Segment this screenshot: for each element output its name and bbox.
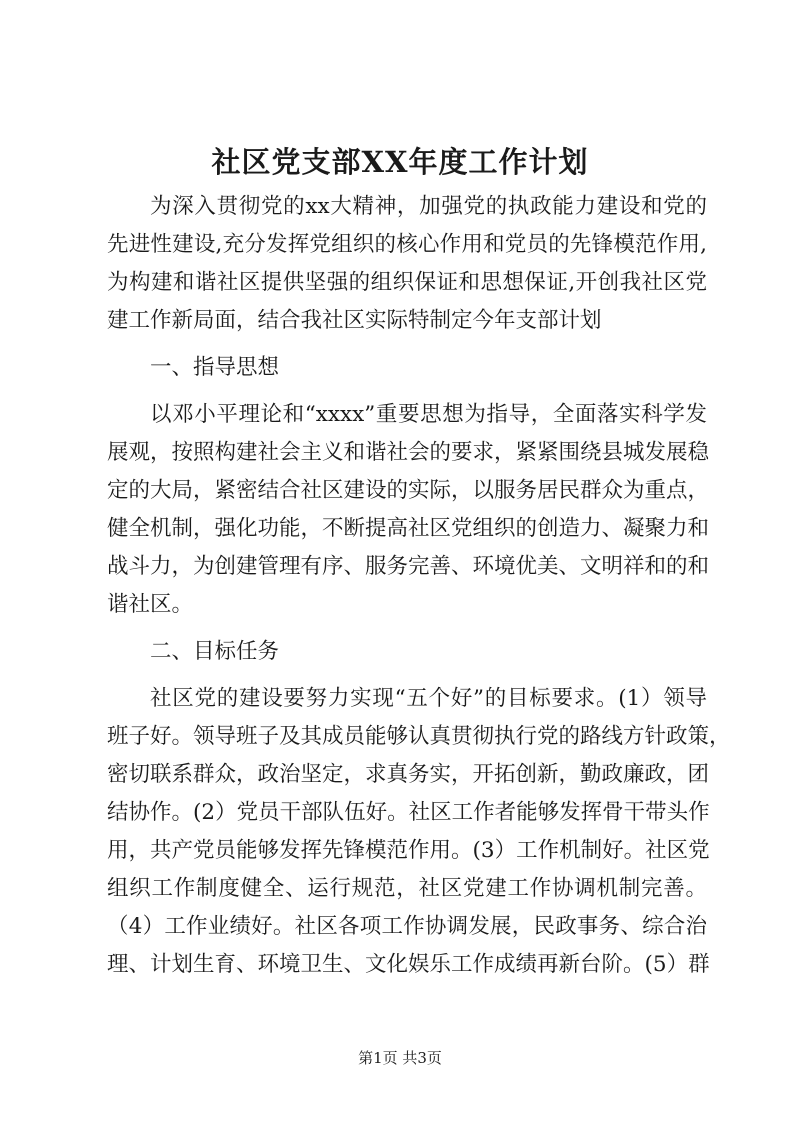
paragraph-line: 以邓小平理论和“xxxx”重要思想为指导，全面落实科学发 bbox=[150, 402, 707, 427]
paragraph-line: 建工作新局面，结合我社区实际特制定今年支部计划 bbox=[107, 308, 602, 333]
paragraph-line: 用，共产党员能够发挥先锋模范作用。(3）工作机制好。社区党 bbox=[107, 838, 710, 863]
paragraph-line: 战斗力，为创建管理有序、服务完善、环境优美、文明祥和的和 bbox=[107, 554, 710, 579]
paragraph-line: 密切联系群众，政治坚定，求真务实，开拓创新，勤政廉政，团 bbox=[107, 762, 710, 787]
paragraph-line: 组织工作制度健全、运行规范，社区党建工作协调机制完善。 bbox=[107, 876, 707, 901]
paragraph-line: 谐社区。 bbox=[107, 592, 194, 617]
paragraph-line: 社区党的建设要努力实现“五个好”的目标要求。(1）领导 bbox=[150, 686, 707, 711]
paragraph-line: 为构建和谐社区提供坚强的组织保证和思想保证,开创我社区党 bbox=[107, 270, 707, 295]
page-footer: 第1页 共3页 bbox=[358, 1049, 442, 1067]
section-heading: 二、目标任务 bbox=[150, 639, 280, 664]
paragraph-line: 为深入贯彻党的xx大精神，加强党的执政能力建设和党的 bbox=[150, 194, 707, 219]
paragraph-line: 展观，按照构建社会主义和谐社会的要求，紧紧围绕县城发展稳 bbox=[107, 440, 710, 465]
paragraph-line: 理、计划生育、环境卫生、文化娱乐工作成绩再新台阶。(5）群 bbox=[107, 952, 710, 977]
section-heading: 一、指导思想 bbox=[150, 355, 280, 380]
paragraph-line: 定的大局，紧密结合社区建设的实际，以服务居民群众为重点， bbox=[107, 478, 710, 503]
document-title: 社区党支部XX年度工作计划 bbox=[211, 145, 589, 179]
paragraph-line: （4）工作业绩好。社区各项工作协调发展，民政事务、综合治 bbox=[107, 914, 707, 939]
document-body bbox=[107, 188, 731, 984]
paragraph-line: 先进性建设,充分发挥党组织的核心作用和党员的先锋模范作用, bbox=[107, 232, 707, 257]
paragraph-line: 班子好。领导班子及其成员能够认真贯彻执行党的路线方针政策， bbox=[107, 724, 731, 749]
paragraph-line: 健全机制，强化功能，不断提高社区党组织的创造力、凝聚力和 bbox=[107, 516, 710, 541]
paragraph-line: 结协作。(2）党员干部队伍好。社区工作者能够发挥骨干带头作 bbox=[107, 800, 710, 825]
